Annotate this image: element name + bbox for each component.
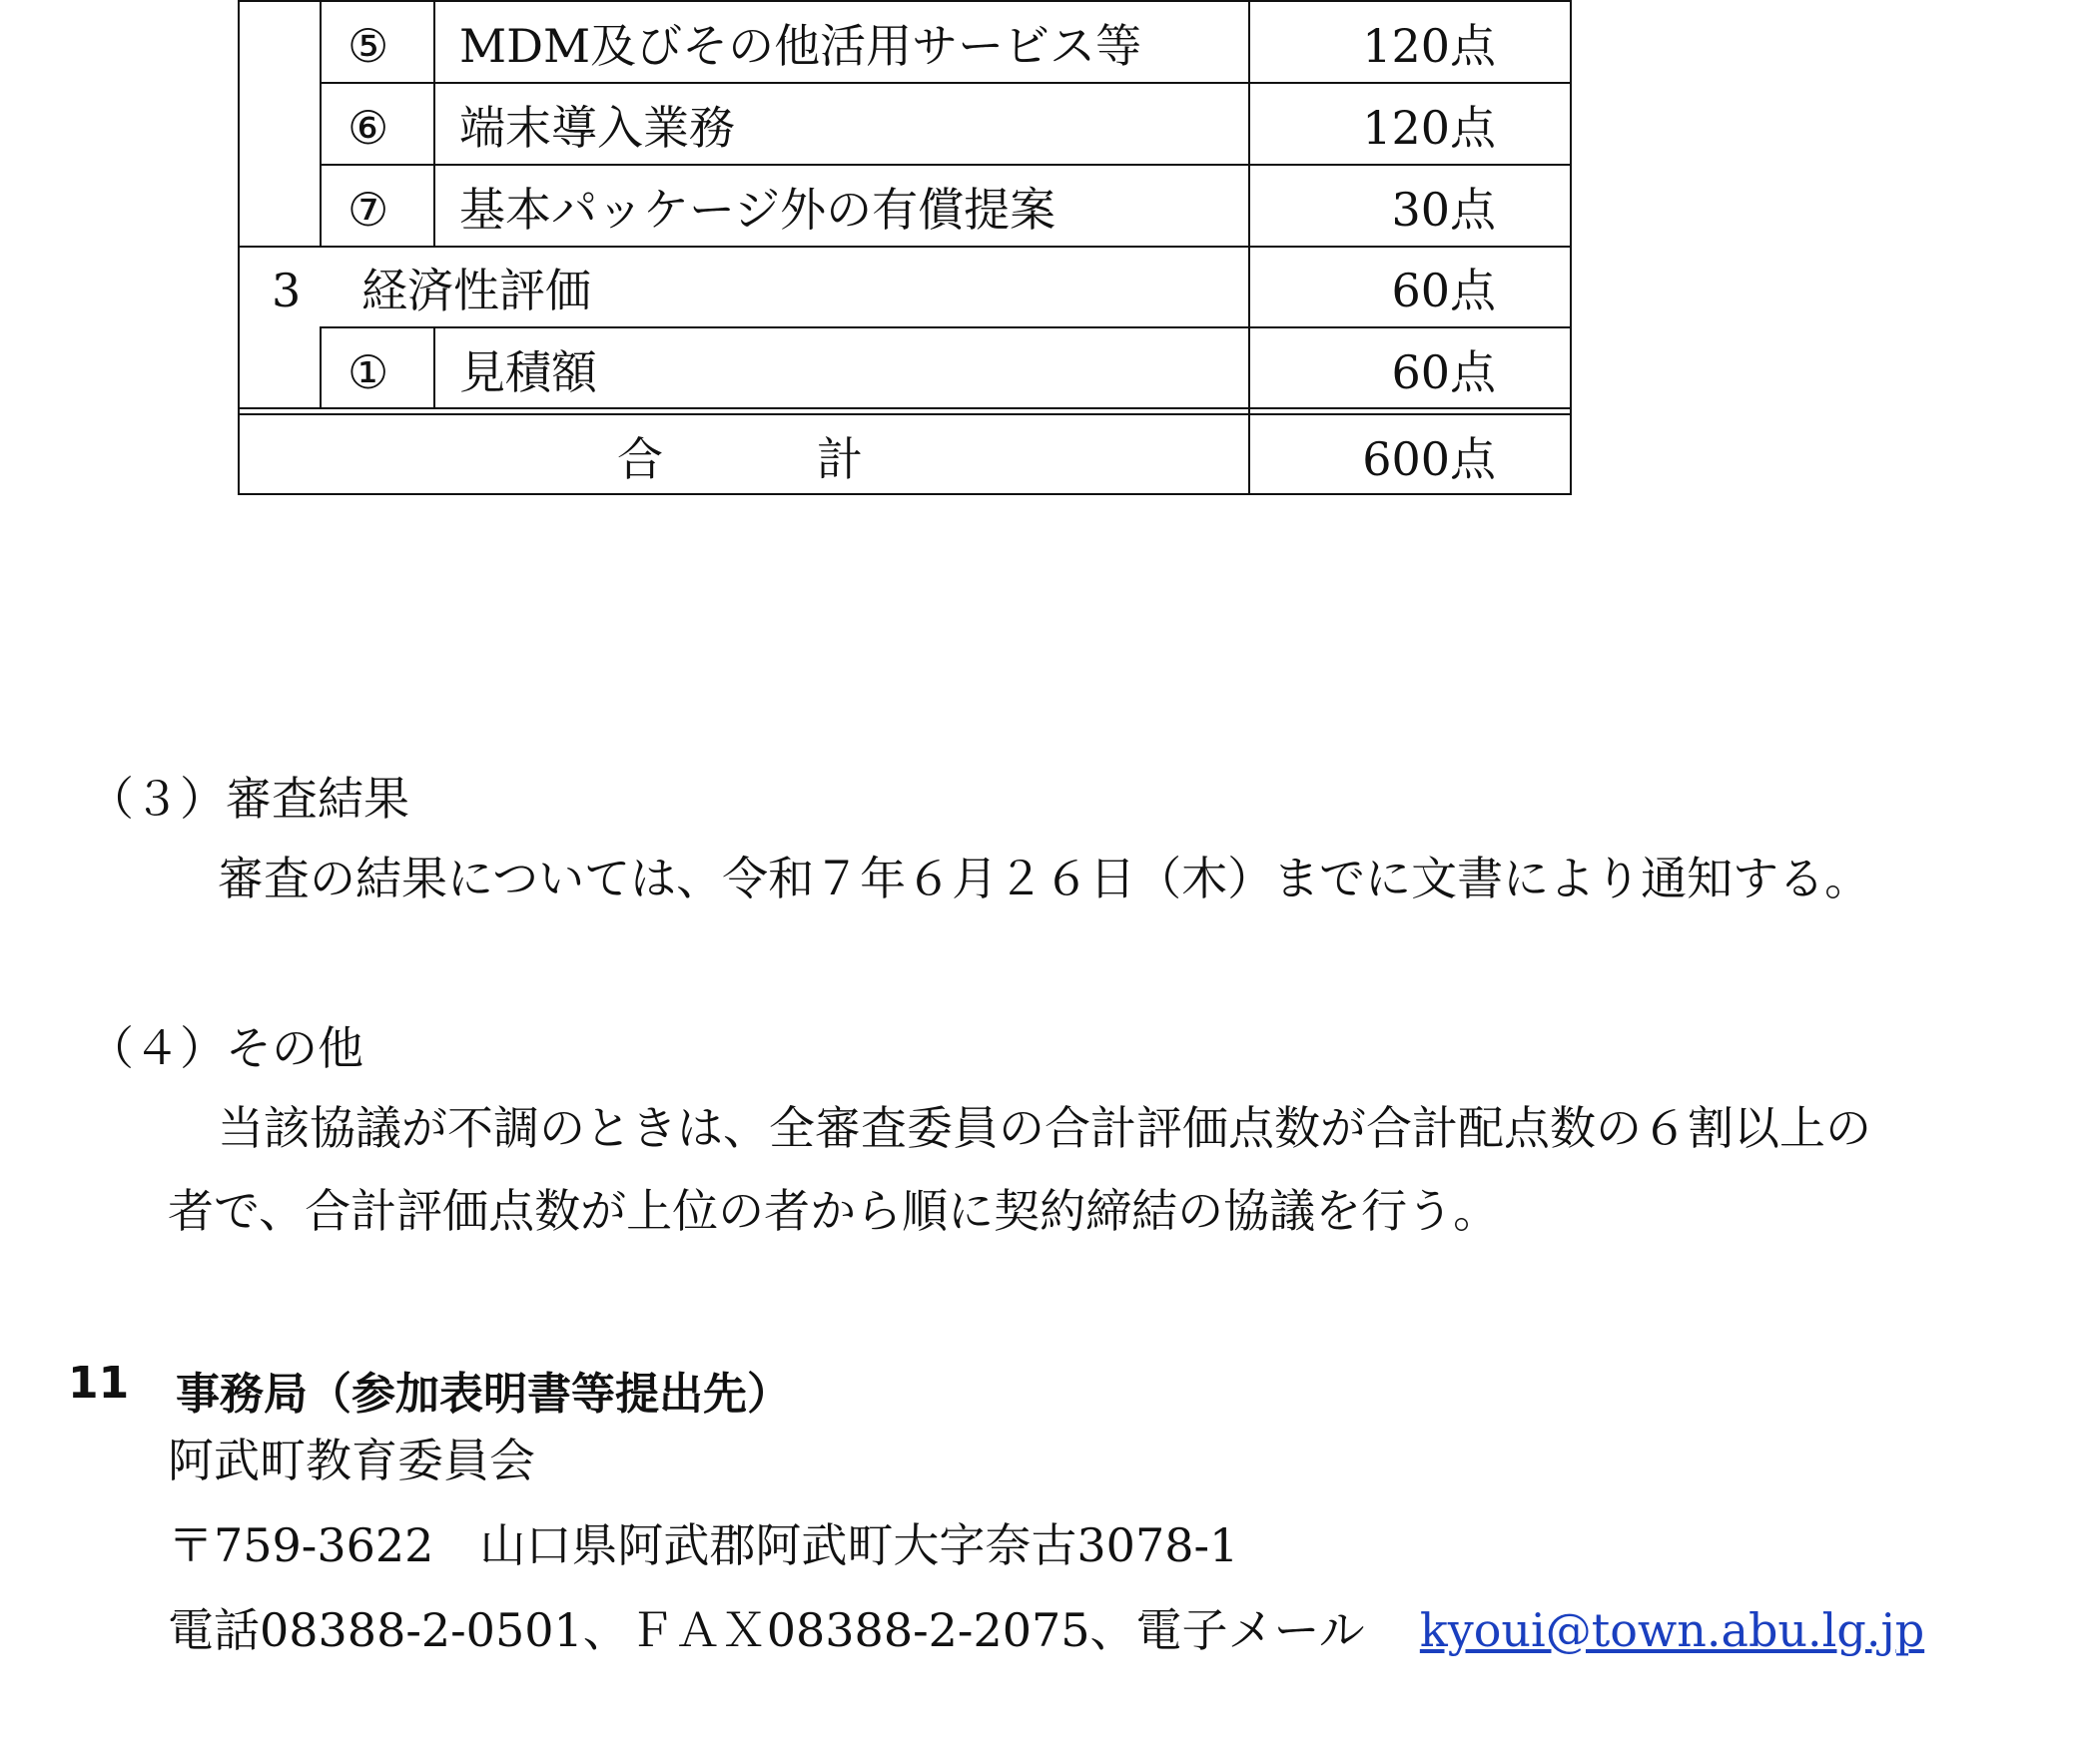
scoring-table (238, 0, 1572, 495)
table-row-points: 120点 (1362, 101, 1496, 155)
table-row-points: 60点 (1391, 345, 1496, 399)
table-rule (320, 326, 1572, 328)
table-border-bottom (238, 493, 1572, 495)
table-row-number: ① (348, 345, 389, 399)
section-4-body-line-1: 当該協議が不調のときは、全審査委員の合計評価点数が合計配点数の６割以上の (218, 1101, 1871, 1155)
table-total-points: 600点 (1362, 432, 1496, 486)
email-link[interactable]: kyoui@town.abu.lg.jp (1419, 1603, 1925, 1657)
contact-phone-fax: 電話08388-2-0501、ＦＡＸ08388-2-2075、電子メール (168, 1603, 1365, 1657)
table-rule (238, 246, 1572, 248)
table-border-top (238, 0, 1572, 2)
section-4-heading: （４）その他 (88, 1021, 363, 1075)
table-row-points: 120点 (1362, 19, 1496, 73)
table-col-rule (433, 326, 435, 407)
section-3-heading: （３）審査結果 (88, 772, 409, 826)
table-double-rule (238, 407, 1572, 409)
table-double-rule (238, 413, 1572, 415)
table-row-number: ⑥ (348, 101, 389, 155)
table-row-item: 経済性評価 (361, 264, 591, 317)
section-11-heading: 事務局（参加表明書等提出先） (176, 1369, 791, 1420)
table-total-label: 合 (617, 432, 663, 486)
section-4-body-line-2: 者で、合計評価点数が上位の者から順に契約締結の協議を行う。 (168, 1184, 1500, 1238)
table-row-number: ⑦ (348, 183, 389, 237)
table-row-item: MDM及びその他活用サービス等 (459, 19, 1142, 73)
table-col-rule (320, 0, 322, 246)
table-total-label: 計 (817, 432, 863, 486)
office-name: 阿武町教育委員会 (168, 1434, 535, 1487)
table-border-left (238, 0, 240, 495)
table-row-item: 見積額 (459, 345, 597, 399)
office-contact (168, 1603, 1925, 1657)
table-row-points: 60点 (1391, 264, 1496, 317)
table-row-number: ⑤ (348, 19, 389, 73)
table-row-item: 端末導入業務 (459, 101, 735, 155)
table-col-rule (320, 326, 322, 407)
section-11-number: 11 (68, 1358, 130, 1409)
table-rule (320, 164, 1572, 166)
section-3-body: 審査の結果については、令和７年６月２６日（木）までに文書により通知する。 (218, 852, 1871, 905)
table-border-right (1570, 0, 1572, 495)
table-col-rule (433, 0, 435, 246)
office-address: 〒759-3622 山口県阿武郡阿武町大字奈古3078-1 (168, 1518, 1239, 1572)
table-row-points: 30点 (1391, 183, 1496, 237)
table-rule (320, 82, 1572, 84)
table-col-rule (1248, 0, 1250, 495)
table-row-number: 3 (272, 264, 302, 317)
table-row-item: 基本パッケージ外の有償提案 (459, 183, 1056, 237)
